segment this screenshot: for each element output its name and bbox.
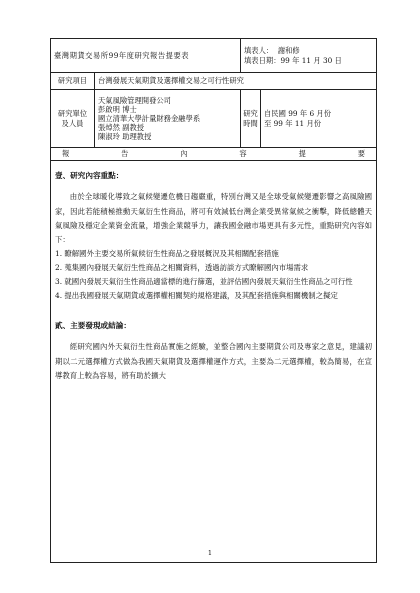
list-item: 1. 瞭解國外主要交易所氣候衍生性商品之發展概況及其相關配套措施: [55, 248, 279, 258]
member-line: 國立清華大學計量財務金融學系: [98, 113, 201, 123]
list-item: 2. 蒐集國內發展天氣衍生性商品之相關資料，透過訪談方式瞭解國內市場需求: [55, 262, 309, 272]
page-number: 1: [207, 549, 213, 557]
project-value: 台灣發展天氣期貨及選擇權交易之可行性研究: [95, 73, 377, 90]
unit-label: 研究單位 及人員: [51, 90, 95, 148]
fill-date-line: 填表日期：99 年 11 月 30 日: [244, 55, 342, 65]
content-body: [51, 161, 377, 563]
form-title: 臺灣期貨交易所99年度研究報告提要表: [51, 39, 241, 73]
content-header: 報 告 內 容 提 要: [51, 148, 377, 161]
member-line: 陳淑玲 助理教授: [98, 132, 152, 142]
period-value: 自民國 99 年 6 月份 至 99 年 11 月份: [261, 90, 377, 148]
section1-list: [55, 247, 372, 303]
section1-intro: 由於全球暖化導致之氣候變遷危機日趨嚴重，特別台灣又是全球受氣候變遷影響之高風險國家，因此若能積極推動天氣衍生性商品，將可有效減低台灣企業受異常氣候之衝擊，降低總體天氣風險及穩定企業資金流量，增強企業競爭力，讓我國金融市場更具有多元性，重點研究內容如下：: [55, 192, 373, 244]
section2-heading: 貳、主要發現或結論：: [55, 320, 131, 330]
unit-members: [95, 90, 241, 148]
filler-name: 謝和修: [277, 46, 300, 56]
section2-text: 經研究國內外天氣衍生性商品實施之經驗，並整合國內主要期貨公司及專家之意見，建議初期以二元選擇權方式做為我國天氣期貨及選擇權運作方式，主要為二元選擇權，較為簡易，在宣導教育上較為容易，將有助於擴大: [55, 342, 373, 380]
filler-cell: [241, 39, 377, 73]
member-line: 張焯然 副教授: [98, 123, 145, 133]
filler-line: 填表人： 謝和修: [244, 46, 300, 56]
member-line: 彭啟明 博士: [98, 104, 137, 114]
list-item: 3. 就國內發展天氣衍生性商品適當標的進行篩選，並評估國內發展天氣衍生性商品之可行性: [55, 276, 353, 286]
project-label: 研究項目: [51, 73, 95, 90]
member-line: 天氣風險管理開發公司: [98, 95, 171, 105]
fill-date: 99 年 11 月 30 日: [280, 55, 342, 65]
section1-heading: 壹、研究內容重點：: [55, 171, 124, 180]
report-summary-table: [50, 38, 377, 563]
list-item: 4. 提出我國發展天氣期貨或選擇權相關契約規格建議，及其配套措施與相關機制之擬定: [55, 290, 338, 300]
period-label: 研究 時間: [241, 90, 261, 148]
